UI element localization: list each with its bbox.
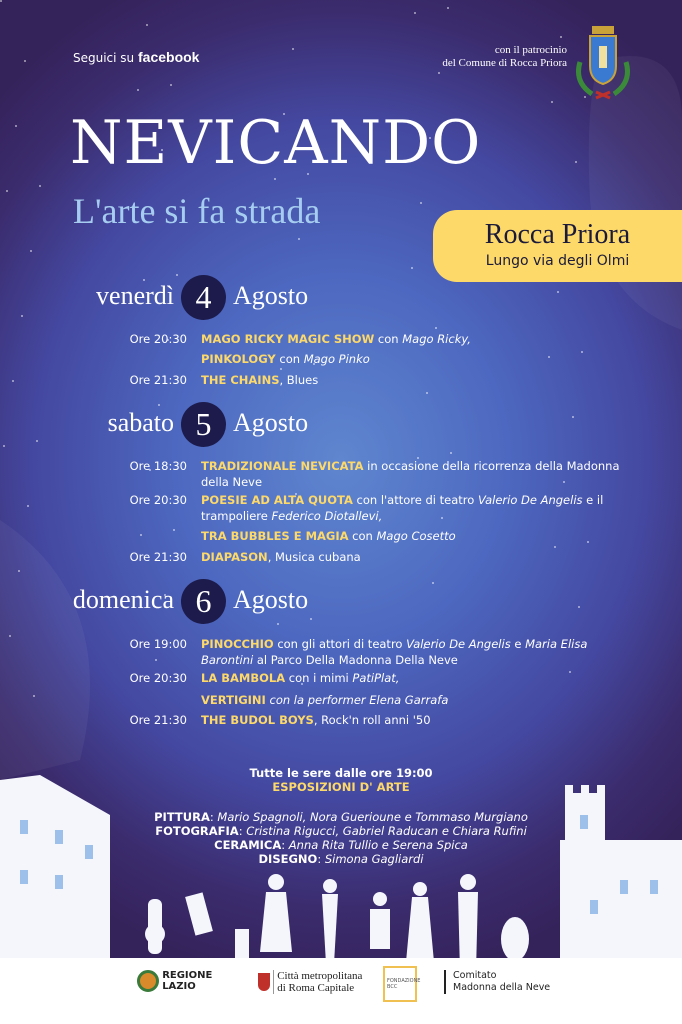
event-time: Ore 21:30 xyxy=(129,550,187,564)
event-title: DIAPASON xyxy=(201,550,268,564)
artist-row: DISEGNO: Simona Gagliardi xyxy=(258,852,424,866)
event-time: Ore 21:30 xyxy=(129,713,187,727)
regione-emblem-icon xyxy=(137,970,159,992)
event-detail: e xyxy=(510,637,526,651)
event-performer: Valerio De Angelis xyxy=(406,637,511,651)
regione-line: REGIONE xyxy=(162,970,213,981)
regione-line: LAZIO xyxy=(162,981,196,992)
event-title: POESIE AD ALTA QUOTA xyxy=(201,493,353,507)
day-header xyxy=(0,275,400,321)
event-title: LA BAMBOLA xyxy=(201,671,286,685)
event-title: TRADIZIONALE NEVICATA xyxy=(201,459,364,473)
event-detail: e il trampoliere xyxy=(201,493,604,523)
event-time: Ore 21:30 xyxy=(129,373,187,387)
citta-line: Città metropolitana xyxy=(277,970,363,982)
event-title: NEVICANDO xyxy=(70,108,482,178)
month: Agosto xyxy=(233,585,309,614)
artist-names: Simona Gagliardi xyxy=(324,852,424,866)
event-time: Ore 20:30 xyxy=(129,332,187,346)
day-header xyxy=(0,402,400,448)
event-performer: Mago Pinko xyxy=(303,352,370,366)
month: Agosto xyxy=(233,281,309,310)
event-title: MAGO RICKY MAGIC SHOW xyxy=(201,332,375,346)
event-performer: Maria Elisa Barontini xyxy=(201,637,588,667)
artist-names: Cristina Rigucci, Gabriel Raducan e Chiara Rufini xyxy=(246,824,527,838)
sponsor-footer xyxy=(0,958,682,1024)
event-detail: con l'attore di teatro xyxy=(352,493,478,507)
patronage-line: del Comune di Rocca Priora xyxy=(442,57,567,69)
citta-line: di Roma Capitale xyxy=(277,982,355,994)
event-detail: con xyxy=(374,332,403,346)
event-title: THE BUDOL BOYS xyxy=(201,713,314,727)
exhibitions-header xyxy=(0,766,682,794)
event-time: Ore 19:00 xyxy=(129,637,187,651)
event-detail: con xyxy=(348,529,377,543)
event-performer: con la performer Elena Garrafa xyxy=(265,693,449,707)
artist-row: PITTURA: Mario Spagnoli, Nora Guerioune e Tommaso Murgiano xyxy=(154,810,528,824)
fondazione-bcc-logo: FONDAZIONE BCC xyxy=(383,966,417,1002)
event-detail: con gli attori di teatro xyxy=(273,637,407,651)
event-performer: Valerio De Angelis xyxy=(477,493,583,507)
event-detail: in occasione della ricorrenza della Madonna della Neve xyxy=(201,459,620,489)
rocca-priora-crest-icon xyxy=(572,22,634,104)
patronage-line: con il patrocinio xyxy=(494,44,567,56)
location-street: Lungo via degli Olmi xyxy=(485,253,630,269)
exhibitions-heading: ESPOSIZIONI D' ARTE xyxy=(272,780,410,794)
day-number-circle: 4 xyxy=(181,275,226,320)
location-town: Rocca Priora xyxy=(484,219,631,250)
artist-row: FOTOGRAFIA: Cristina Rigucci, Gabriel Raducan e Chiara Rufini xyxy=(155,824,527,838)
art-category: CERAMICA xyxy=(214,838,282,852)
event-time: Ore 18:30 xyxy=(129,459,187,473)
event-detail: con i mimi xyxy=(285,671,353,685)
weekday: domenica xyxy=(72,585,174,614)
event-detail: , Rock'n roll anni '50 xyxy=(313,713,431,727)
comitato-logo xyxy=(444,970,550,994)
artist-names: Anna Rita Tullio e Serena Spica xyxy=(288,838,468,852)
event-performer: Federico Diotallevi, xyxy=(271,509,383,523)
comitato-line: Comitato xyxy=(453,970,497,981)
comitato-line: Madonna della Neve xyxy=(453,982,551,993)
event-title: PINOCCHIO xyxy=(201,637,274,651)
event-detail: al Parco Della Madonna Della Neve xyxy=(253,653,458,667)
event-title: VERTIGINI xyxy=(201,693,266,707)
day-number-circle: 6 xyxy=(181,579,226,624)
event-subtitle: L'arte si fa strada xyxy=(73,191,321,231)
event-detail: , Blues xyxy=(279,373,319,387)
event-title: PINKOLOGY xyxy=(201,352,276,366)
art-category: DISEGNO xyxy=(258,852,318,866)
artists-list xyxy=(0,810,682,866)
event-time: Ore 20:30 xyxy=(129,493,187,507)
event-detail: con xyxy=(275,352,304,366)
event-title: THE CHAINS xyxy=(201,373,280,387)
weekday: sabato xyxy=(107,408,174,437)
citta-metropolitana-logo xyxy=(258,970,362,994)
event-time: Ore 20:30 xyxy=(129,671,187,685)
regione-lazio-logo xyxy=(137,970,212,992)
event-detail: , Musica cubana xyxy=(267,550,361,564)
facebook-logo: facebook xyxy=(138,49,200,65)
patronage-text xyxy=(442,44,567,70)
weekday: venerdì xyxy=(96,281,174,310)
citta-shield-icon xyxy=(258,973,270,991)
event-performer: Mago Ricky, xyxy=(402,332,471,346)
follow-label: Seguici su xyxy=(73,51,135,65)
art-category: FOTOGRAFIA xyxy=(155,824,239,838)
artist-names: Mario Spagnoli, Nora Guerioune e Tommaso Murgiano xyxy=(217,810,528,824)
facebook-follow-link[interactable] xyxy=(73,49,199,65)
month: Agosto xyxy=(233,408,309,437)
artist-row: CERAMICA: Anna Rita Tullio e Serena Spica xyxy=(214,838,468,852)
location-badge xyxy=(433,210,682,282)
day-number-circle: 5 xyxy=(181,402,226,447)
day-header xyxy=(0,579,400,625)
event-title: TRA BUBBLES E MAGIA xyxy=(201,529,349,543)
event-performer: Mago Cosetto xyxy=(376,529,456,543)
exhibitions-intro: Tutte le sere dalle ore 19:00 xyxy=(249,766,433,780)
event-performer: PatiPlat, xyxy=(352,671,400,685)
art-category: PITTURA xyxy=(154,810,210,824)
